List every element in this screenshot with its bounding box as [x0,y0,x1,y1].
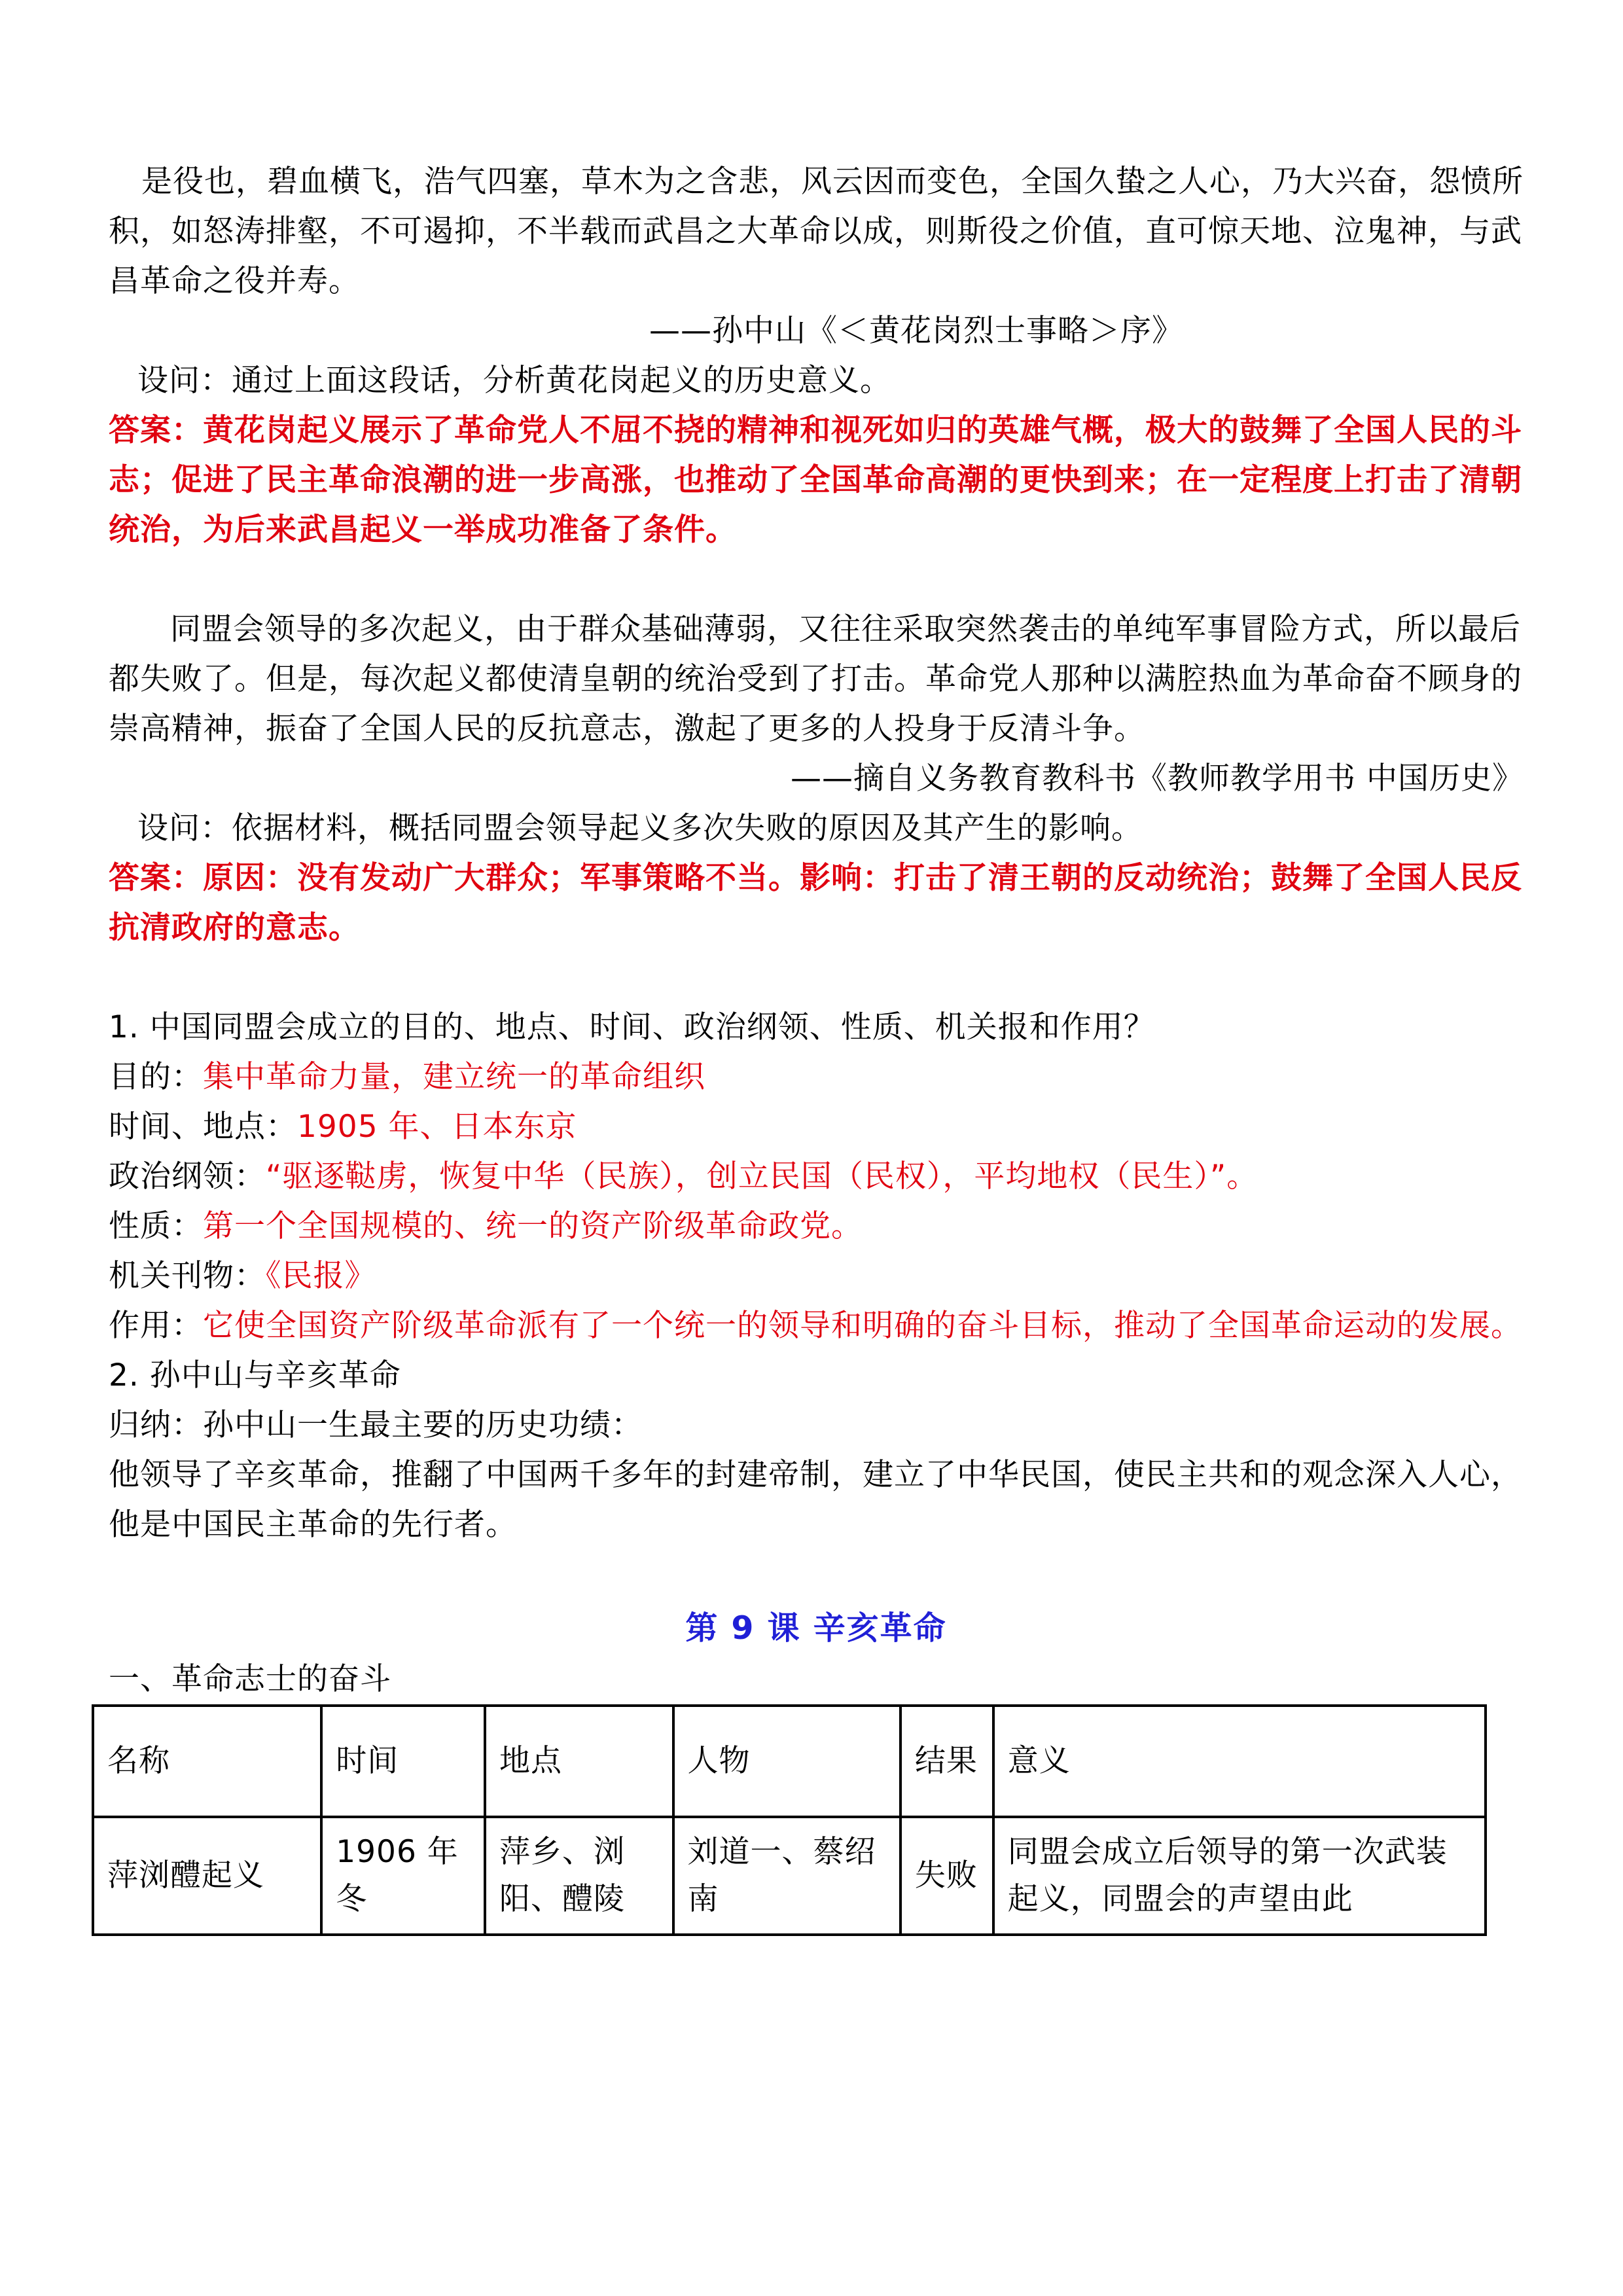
purpose-value: 集中革命力量，建立统一的革命组织 [203,1059,705,1095]
sun-text: 他领导了辛亥革命，推翻了中国两千多年的封建帝制，建立了中华民国，使民主共和的观念深入人心，他是中国民主革命的先行者。 [109,1457,1522,1543]
table-row [93,1817,1486,1935]
table-header-row [93,1706,1486,1817]
tongmenghui-heading: 1. 中国同盟会成立的目的、地点、时间、政治纲领、性质、机关报和作用？ [109,1009,1155,1045]
header-cell-place: 地点 [485,1706,673,1817]
header-cell-significance: 意义 [993,1706,1486,1817]
cell-name: 萍浏醴起义 [93,1817,321,1935]
document-page [109,157,1524,1936]
quote1-text: 是役也，碧血横飞，浩气四塞，草木为之含悲，风云因而变色，全国久蛰之人心，乃大兴奋，怨愤所积，如怒涛排壑，不可遏抑，不半载而武昌之大革命以成，则斯役之价值，直可惊天地、泣鬼神，与武昌革命之役并寿。 [109,164,1524,299]
spacer [109,1550,1524,1602]
header-cell-people: 人物 [673,1706,901,1817]
role-label: 作用： [109,1308,203,1344]
header-cell-time: 时间 [321,1706,485,1817]
timeplace-label: 时间、地点： [109,1109,297,1145]
sun-heading: 2. 孙中山与辛亥革命 [109,1357,401,1393]
quote2-question: 设问：依据材料，概括同盟会领导起义多次失败的原因及其产生的影响。 [137,810,1143,846]
paper-label: 机关刊物： [109,1258,266,1294]
quote1-question: 设问：通过上面这段话，分析黄花岗起义的历史意义。 [137,363,891,399]
nature-line [109,1202,1524,1251]
purpose-line [109,1052,1524,1102]
program-label: 政治纲领： [109,1158,266,1194]
cell-time: 1906 年冬 [321,1817,485,1935]
quote1-source: ——孙中山《＜黄花岗烈士事略＞序》 [649,313,1183,349]
nature-value: 第一个全国规模的、统一的资产阶级革命政党。 [203,1208,863,1244]
events-table [92,1704,1487,1936]
cell-significance: 同盟会成立后领导的第一次武装起义，同盟会的声望由此 [993,1817,1486,1935]
program-value: “驱逐鞑虏，恢复中华（民族），创立民国（民权），平均地权（民生）”。 [266,1158,1258,1194]
role-line [109,1301,1524,1351]
lesson-title: 第 9 课 辛亥革命 [685,1609,947,1647]
paper-line [109,1251,1524,1301]
program-line [109,1152,1524,1202]
quote2-source: ——摘自义务教育教科书《教师教学用书 中国历史》 [791,761,1524,797]
header-cell-result: 结果 [901,1706,993,1817]
spacer [109,953,1524,1003]
quote2-text: 同盟会领导的多次起义，由于群众基础薄弱，又往往采取突然袭击的单纯军事冒险方式，所以最后都失败了。但是，每次起义都使清皇朝的统治受到了打击。革命党人那种以满腔热血为革命奋不顾身的崇高精神，振奋了全国人民的反抗意志，激起了更多的人投身于反清斗争。 [109,611,1522,747]
spacer [109,555,1524,605]
purpose-label: 目的： [109,1059,203,1095]
section-heading: 一、革命志士的奋斗 [109,1661,391,1697]
role-value: 它使全国资产阶级革命派有了一个统一的领导和明确的奋斗目标，推动了全国革命运动的发展。 [203,1308,1522,1344]
header-cell-name: 名称 [93,1706,321,1817]
quote2-answer: 答案：原因：没有发动广大群众；军事策略不当。影响：打击了清王朝的反动统治；鼓舞了全国人民反抗清政府的意志。 [109,860,1522,946]
cell-result: 失败 [901,1817,993,1935]
timeplace-value: 1905 年、日本东京 [297,1109,577,1145]
timeplace-line [109,1102,1524,1152]
sun-summary: 归纳：孙中山一生最主要的历史功绩： [109,1407,643,1443]
paper-value: 《民报》 [266,1258,376,1294]
nature-label: 性质： [109,1208,203,1244]
quote1-answer: 答案：黄花岗起义展示了革命党人不屈不挠的精神和视死如归的英雄气概，极大的鼓舞了全国人民的斗志；促进了民主革命浪潮的进一步高涨，也推动了全国革命高潮的更快到来；在一定程度上打击了清朝统治，为后来武昌起义一举成功准备了条件。 [109,412,1522,548]
cell-people: 刘道一、蔡绍南 [673,1817,901,1935]
cell-place: 萍乡、浏阳、醴陵 [485,1817,673,1935]
